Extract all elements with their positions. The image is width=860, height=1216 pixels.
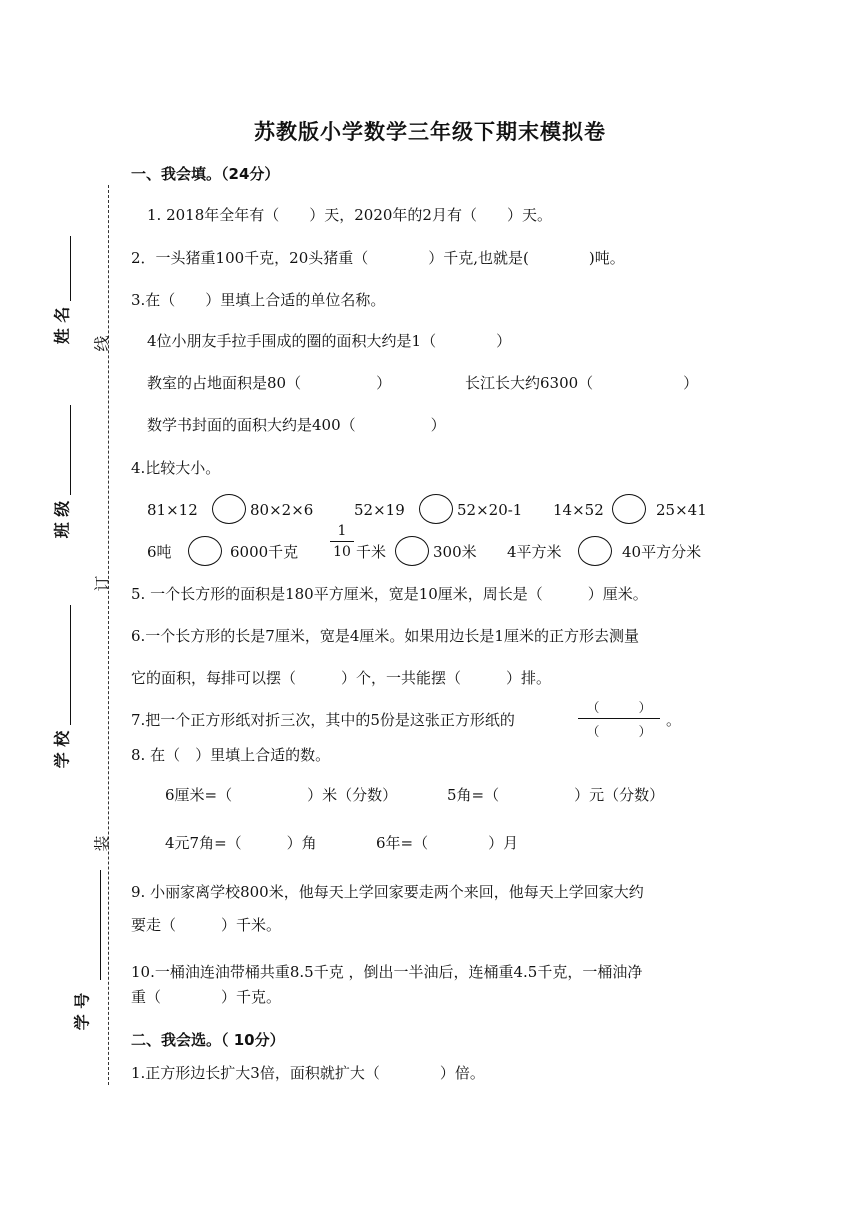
- compare-circle-3[interactable]: [612, 494, 646, 524]
- compare-circle-5[interactable]: [395, 536, 429, 566]
- class-blank: [70, 405, 71, 495]
- compare-circle-1[interactable]: [212, 494, 246, 524]
- compare-1-right: 80×2×6: [250, 501, 314, 519]
- question-8a-left: 6厘米=（ ）米（分数）: [165, 786, 398, 804]
- question-1: 1. 2018年全年有（ ）天，2020年的2月有（ ）天。: [147, 206, 552, 224]
- question-3b-left: 教室的占地面积是80（ ）: [147, 374, 392, 392]
- page-title: 苏教版小学数学三年级下期末模拟卷: [254, 120, 606, 144]
- compare-circle-4[interactable]: [188, 536, 222, 566]
- student-number-label: 学 号: [72, 992, 92, 1031]
- question-2: 2．一头猪重100千克，20头猪重（ ）千克,也就是( )吨。: [131, 249, 625, 267]
- question-8b-left: 4元7角=（ ）角: [165, 834, 317, 852]
- question-8a-right: 5角=（ ）元（分数）: [447, 786, 665, 804]
- question-10-line1: 10.一桶油连油带桶共重8.5千克 ，倒出一半油后，连桶重4.5千克，一桶油净: [131, 963, 643, 981]
- question-9-line1: 9. 小丽家离学校800米，他每天上学回家要走两个来回，他每天上学回家大约: [131, 883, 644, 901]
- fraction-bar: [330, 541, 354, 542]
- class-label: 班 级: [52, 500, 72, 539]
- question-3c: 数学书封面的面积大约是400（ ）: [147, 416, 446, 434]
- compare-3-right: 25×41: [656, 501, 707, 519]
- compare-6-left: 4平方米: [507, 543, 562, 561]
- section2-heading: 二、我会选。（ 10分）: [131, 1031, 285, 1049]
- question-8: 8. 在（ ）里填上合适的数。: [131, 746, 331, 764]
- fraction-denominator: 10: [333, 544, 351, 560]
- question-7-end: 。: [666, 711, 682, 729]
- question-7-denominator: （ ）: [586, 725, 652, 740]
- student-number-blank: [100, 870, 101, 980]
- compare-2-right: 52×20-1: [457, 501, 523, 519]
- school-label: 学 校: [52, 730, 72, 769]
- question-10-line2: 重（ ）千克。: [131, 988, 282, 1006]
- cut-mark-pack: 装: [92, 835, 112, 852]
- section2-question-1: 1.正方形边长扩大3倍，面积就扩大（ ）倍。: [131, 1064, 485, 1082]
- question-3a: 4位小朋友手拉手围成的圈的面积大约是1（ ）: [147, 332, 512, 350]
- name-label: 姓 名: [52, 306, 72, 345]
- fraction-one-tenth: [330, 523, 354, 560]
- question-7-fraction-bar: [578, 718, 660, 719]
- compare-4-right: 6000千克: [230, 543, 299, 561]
- name-blank: [70, 236, 71, 301]
- question-3: 3.在（ ）里填上合适的单位名称。: [131, 291, 386, 309]
- question-7: 7.把一个正方形纸对折三次，其中的5份是这张正方形纸的: [131, 711, 515, 729]
- compare-4-left: 6吨: [147, 543, 172, 561]
- question-5: 5. 一个长方形的面积是180平方厘米，宽是10厘米，周长是（ ）厘米。: [131, 585, 648, 603]
- compare-circle-2[interactable]: [419, 494, 453, 524]
- cut-mark-line: 线: [92, 335, 112, 352]
- question-8b-right: 6年=（ ）月: [376, 834, 519, 852]
- fraction-numerator: 1: [337, 523, 347, 539]
- question-6-line1: 6.一个长方形的长是7厘米，宽是4厘米。如果用边长是1厘米的正方形去测量: [131, 627, 639, 645]
- binding-cut-line: [108, 185, 109, 1085]
- compare-circle-6[interactable]: [578, 536, 612, 566]
- compare-5-unit: 千米: [356, 543, 387, 561]
- question-7-fraction: [578, 697, 660, 740]
- compare-1-left: 81×12: [147, 501, 198, 519]
- cut-mark-bind: 订: [92, 575, 112, 592]
- question-6-line2: 它的面积，每排可以摆（ ）个，一共能摆（ ）排。: [131, 669, 552, 687]
- compare-5-right: 300米: [433, 543, 477, 561]
- school-blank: [70, 605, 71, 725]
- section1-heading: 一、我会填。（24分）: [131, 165, 280, 183]
- compare-2-left: 52×19: [354, 501, 405, 519]
- question-4: 4.比较大小。: [131, 459, 221, 477]
- question-3b-right: 长江长大约6300（ ）: [465, 374, 699, 392]
- compare-3-left: 14×52: [553, 501, 604, 519]
- compare-6-right: 40平方分米: [622, 543, 702, 561]
- question-9-line2: 要走（ ）千米。: [131, 916, 282, 934]
- question-7-numerator: （ ）: [586, 701, 652, 716]
